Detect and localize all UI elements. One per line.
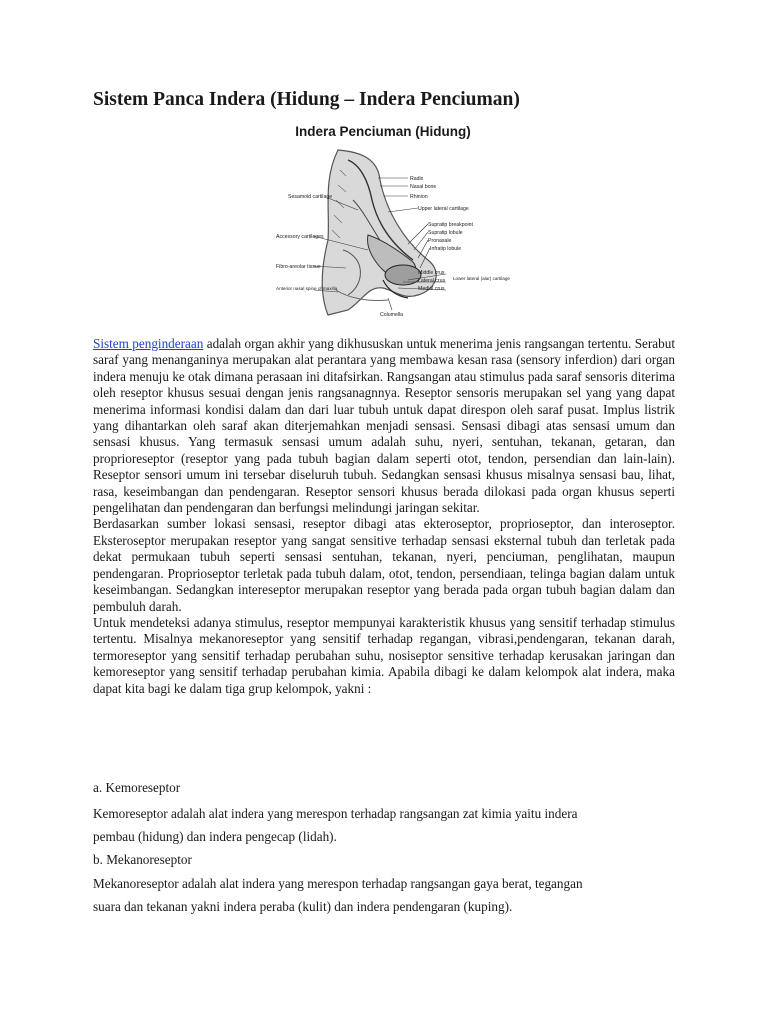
paragraph-stimulus: Untuk mendeteksi adanya stimulus, reseptor mempunyai karakteristik khusus yang sensitif terhadap stimulus tertentu. Misalnya mekanoreseptor yang sensitif terhadap regangan, vibrasi,pendengaran, tekanan darah, termoreseptor yang sensitif terhadap perubahan suhu, nosiseptor sensitive terhadap kerusakan jaringan dan kemoreseptor yang sensitif terhadap perubahan kimia. Apabila dibagi ke dalam kelompok alat indera, maka dapat kita bagi ke dalam tiga grup kelompok, yakni : [93, 614, 675, 696]
label-supratip-breakpoint: Supratip breakpoint [428, 222, 473, 228]
receptor-list [93, 778, 693, 918]
label-pronasale: Pronasale [428, 238, 452, 244]
sistem-penginderaan-link[interactable]: Sistem penginderaan [93, 336, 204, 351]
paragraph-receptor-location: Berdasarkan sumber lokasi sensasi, reseptor dibagi atas ekteroseptor, proprioseptor, dan interoseptor. Eksteroseptor merupakan reseptor yang sangat sensitive terhadap sensasi eksternal tubuh dan terletak pada dekat permukaan tubuh seperti sensasi sentuhan, tekanan, nyeri, penciuman, penglihatan, maupun pendengaran. Proprioseptor terletak pada tubuh dalam, otot, tendon, persendiaan, telinga bagian dalam untuk keseimbangan. Sedangkan intereseptor merupakan reseptor yang berada pada organ tubuh bagian dalam dan pembuluh darah. [93, 516, 675, 614]
list-heading-mekanoreseptor: b. Mekanoreseptor [93, 852, 192, 867]
label-infratip-lobule: Infratip lobule [430, 246, 462, 252]
page-title: Sistem Panca Indera (Hidung – Indera Penciuman) [93, 89, 520, 110]
mekanoreseptor-desc-line2: suara dan tekanan yakni indera peraba (kulit) dan indera pendengaran (kuping). [93, 899, 513, 914]
label-fibro-areolar-tissue: Fibro-areolar tissue [276, 264, 321, 270]
label-nasal-bone: Nasal bone [410, 184, 437, 190]
nose-anatomy-illustration [268, 140, 510, 320]
kemoreseptor-desc-line1: Kemoreseptor adalah alat indera yang merespon terhadap rangsangan zat kimia yaitu indera [93, 806, 578, 821]
label-middle-crus: Middle crus [418, 270, 445, 276]
kemoreseptor-desc-line2: pembau (hidung) dan indera pengecap (lidah). [93, 829, 337, 844]
label-rhinion: Rhinion [410, 194, 428, 200]
label-accessory-cartilages: Accessory cartilages [276, 234, 324, 240]
label-upper-lateral-cartilage: Upper lateral cartilage [418, 206, 469, 212]
label-sesamoid-cartilage: Sesamoid cartilage [288, 194, 333, 200]
paragraph-intro-text: adalah organ akhir yang dikhususkan untuk menerima jenis rangsangan tertentu. Serabut saraf yang menanganinya merupakan alat perantara yang membawa kesan rasa (sensory inferdion) dari organ indera menuju ke otak dimana perasaan ini ditafsirkan. Rangsangan atau stimulus pada saraf sensoris diterima oleh reseptor khusus sesuai dengan jenis rangsanagnnya. Reseptor sensoris merupakan sel yang yang dapat menerima informasi kondisi dalam dan dari luar tubuh untuk dapat direspon oleh saraf pusat. Implus listrik yang dihantarkan oleh saraf akan diterjemahkan menjadi sensasi. Sensasi dibagi atas sensasi umum dan sensasi khusus. Yang termasuk sensasi umum adalah suhu, nyeri, sentuhan, tekanan, getaran, dan proprioreseptor (reseptor yang pada tubuh bagian dalam seperti otot, tendon, persendian dan lain-lain). Reseptor sensori umum ini tersebar diseluruh tubuh. Sedangkan sensasi khusus misalnya sensasi bau, lihat, rasa, keseimbangan dan pendengaran. Reseptor sensori khusus berada dilokasi pada organ khusus seperti pengelihatan dan pendengaran dan berfungsi melindungi jaringan sekitar. [93, 336, 676, 516]
nose-figure [268, 124, 510, 322]
label-lower-lateral-cartilage: Lower lateral (alar) cartilage [453, 276, 510, 281]
figure-caption: Indera Penciuman (Hidung) [295, 124, 471, 139]
paragraph-intro [93, 336, 675, 516]
label-supratip-lobule: Supratip lobule [428, 230, 463, 236]
list-heading-kemoreseptor: a. Kemoreseptor [93, 780, 181, 795]
label-columella: Columella [380, 312, 404, 318]
mekanoreseptor-desc-line1: Mekanoreseptor adalah alat indera yang merespon terhadap rangsangan gaya berat, tegangan [93, 876, 583, 891]
label-lateral-crus: Lateral crus [418, 278, 446, 284]
label-radix: Radix [410, 176, 424, 182]
label-medial-crus: Medial crus [418, 286, 445, 292]
label-anterior-nasal-spine: Anterior nasal spine of maxilla [276, 286, 338, 291]
body-text [93, 336, 675, 697]
